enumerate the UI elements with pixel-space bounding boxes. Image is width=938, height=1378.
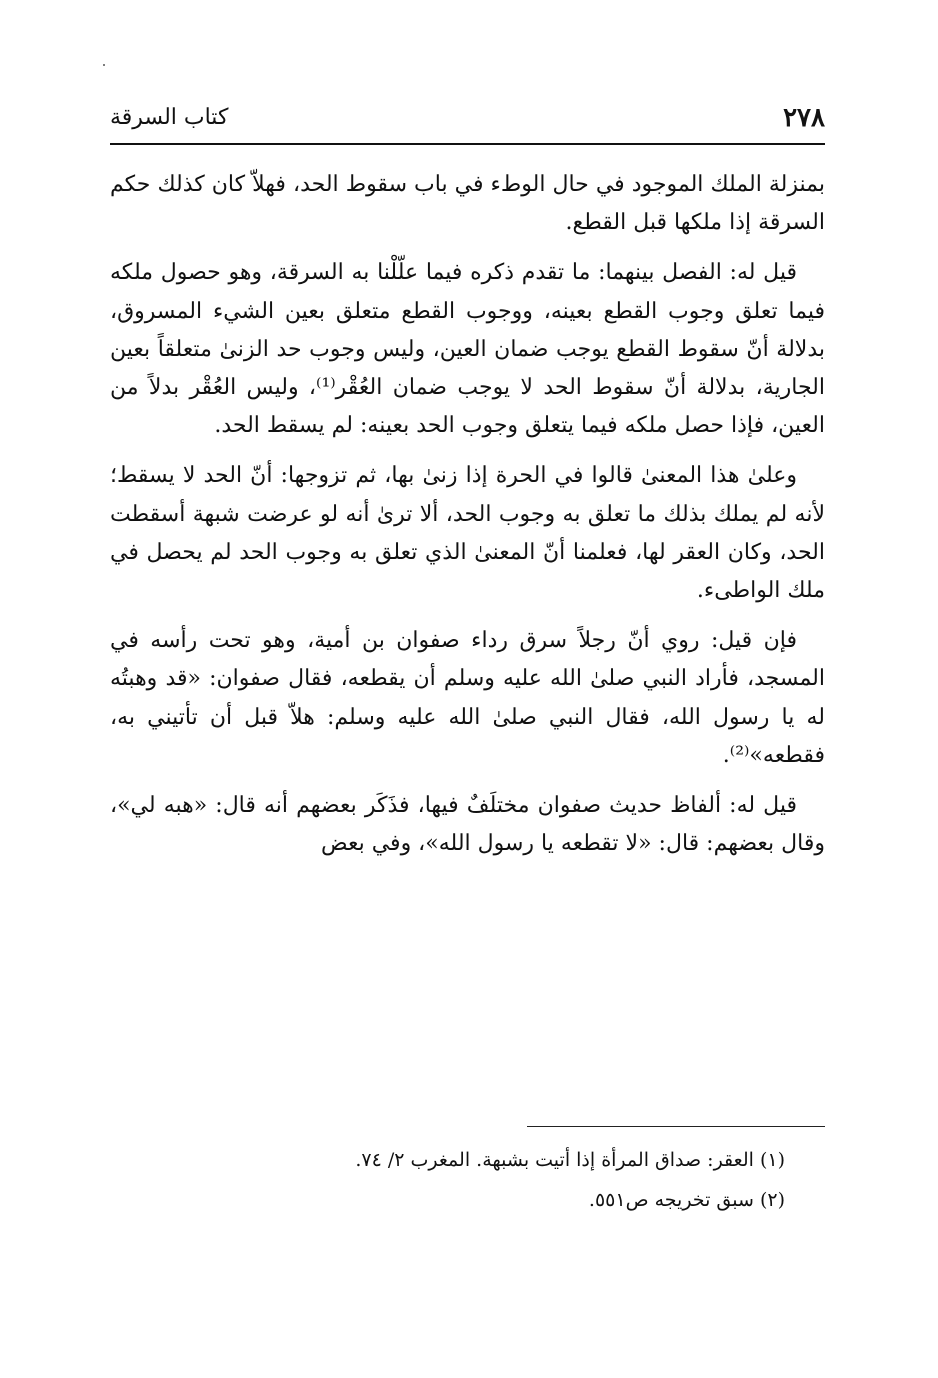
footnote: (٢) سبق تخريجه ص٥٥١.: [588, 1189, 785, 1211]
footnote: (١) العقر: صداق المرأة إذا أتيت بشبهة. المغرب ٢/ ٧٤.: [355, 1149, 785, 1171]
running-header: [110, 100, 825, 140]
footnote-divider: [527, 1126, 825, 1127]
footnotes: [110, 1140, 825, 1220]
page-number: ٢٧٨: [783, 103, 825, 133]
running-title: كتاب السرقة: [110, 105, 229, 130]
paragraph: فإن قيل: روي أنّ رجلاً سرق رداء صفوان بن أمية، وهو تحت رأسه في المسجد، فأراد النبي صلىٰ الله عليه وسلم أن يقطعه، فقال صفوان: «قد وهبتُه له يا رسول الله، فقال النبي صلىٰ الله عليه وسلم: هلاّ قبل أن تأتيني به، فقطعه»⁽²⁾.: [110, 628, 825, 768]
paragraph: وعلىٰ هذا المعنىٰ قالوا في الحرة إذا زنىٰ بها، ثم تزوجها: أنّ الحد لا يسقط؛ لأنه لم يملك بذلك ما تعلق به وجوب الحد، ألا ترىٰ أنه لو عرضت شبهة أسقطت الحد، وكان العقر لها، فعلمنا أنّ المعنىٰ الذي تعلق به وجوب الحد لم يحصل في ملك الواطىء.: [110, 463, 825, 604]
header-divider: [110, 143, 825, 145]
main-text: [110, 166, 825, 875]
paragraph: قيل له: الفصل بينهما: ما تقدم ذكره فيما علّلْنا به السرقة، وهو حصول ملكه فيما تعلق وجوب القطع بعينه، ووجوب القطع متعلق بعين الشيء المسروق، بدلالة أنّ سقوط القطع يوجب ضمان العين، وليس وجوب حد الزنىٰ متعلقاً بعين الجارية، بدلالة أنّ سقوط الحد لا يوجب ضمان العُقْر⁽¹⁾، وليس العُقْر بدلاً من العين، فإذا حصل ملكه فيما يتعلق وجوب الحد بعينه: لم يسقط الحد.: [110, 260, 825, 439]
paragraph: قيل له: ألفاظ حديث صفوان مختلَفٌ فيها، فذَكَر بعضهم أنه قال: «هبه لي»، وقال بعضهم: قال: «لا تقطعه يا رسول الله»، وفي بعض: [110, 793, 825, 857]
scan-speck: [103, 64, 105, 66]
paragraph: بمنزلة الملك الموجود في حال الوطء في باب سقوط الحد، فهلاّ كان كذلك حكم السرقة إذا ملكها قبل القطع.: [110, 172, 825, 236]
